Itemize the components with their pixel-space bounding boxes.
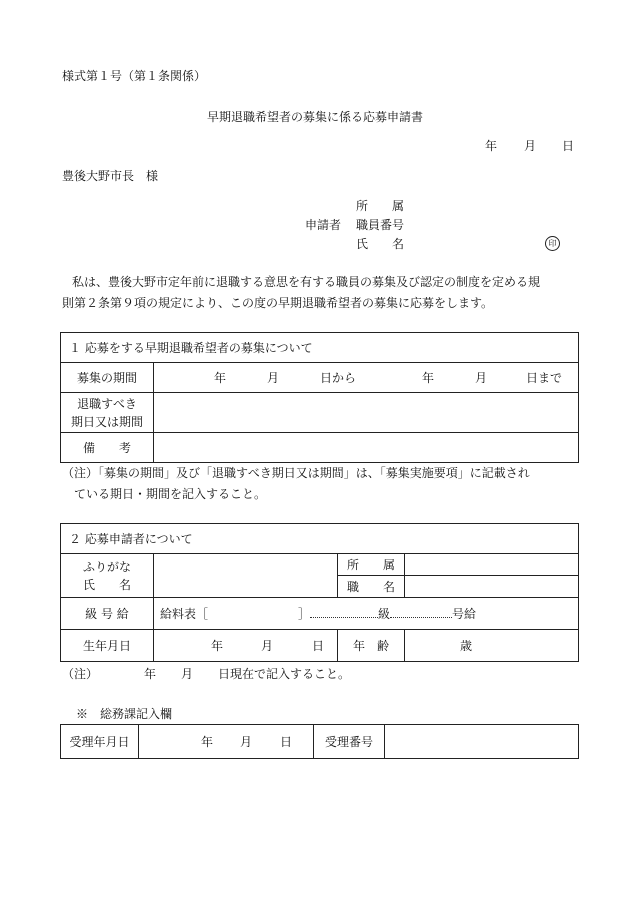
section2-heading: ２ 応募申請者について [61, 524, 579, 554]
name-field[interactable] [154, 554, 338, 598]
retire-date-label: 退職すべき 期日又は期間 [61, 393, 154, 433]
remarks-label: 備 考 [61, 433, 154, 463]
received-date-label: 受理年月日 [61, 725, 139, 759]
section3-heading: ※ 総務課記入欄 [76, 707, 173, 721]
seal-icon: 印 [545, 236, 560, 251]
grade-field[interactable]: 給料表［ ］ 級 号給 [154, 598, 579, 630]
date-month: 月 [524, 139, 537, 153]
name-label: ふりがな 氏 名 [61, 554, 154, 598]
applicant-label: 申請者 [305, 218, 342, 232]
grade-label: 級 号 給 [61, 598, 154, 630]
received-date-field[interactable]: 年 月 日 [139, 725, 314, 759]
section2-table [60, 523, 579, 662]
section3-table [60, 724, 579, 759]
document-title: 早期退職希望者の募集に係る応募申請書 [206, 110, 423, 124]
age-field[interactable]: 歳 [405, 630, 579, 662]
affiliation-field[interactable] [405, 554, 579, 576]
date-year: 年 [485, 139, 498, 153]
applicant-name-label: 氏 名 [356, 237, 405, 251]
section1-table [60, 332, 579, 463]
applicant-number-label: 職員番号 [356, 218, 405, 232]
birthdate-label: 生年月日 [61, 630, 154, 662]
affiliation-label: 所 属 [338, 554, 405, 576]
note2: （注） 年 月 日現在で記入すること。 [62, 667, 351, 681]
note1-line1: （注）「募集の期間」及び「退職すべき期日又は期間」は、「募集実施要項」に記載され [62, 466, 530, 480]
received-number-field[interactable] [385, 725, 579, 759]
period-field[interactable]: 年 月 日から 年 月 日まで [154, 363, 579, 393]
position-field[interactable] [405, 576, 579, 598]
addressee: 豊後大野市長 様 [62, 169, 159, 183]
date-day: 日 [562, 139, 575, 153]
body-text-line2: 則第２条第９項の規定により、この度の早期退職希望者の募集に応募をします。 [62, 296, 494, 310]
birthdate-field[interactable]: 年 月 日 [154, 630, 338, 662]
applicant-shozoku-label: 所 属 [356, 199, 405, 213]
note1-line2: ている期日・期間を記入すること。 [74, 487, 267, 501]
form-number: 様式第１号（第１条関係） [62, 69, 207, 83]
period-label: 募集の期間 [61, 363, 154, 393]
section1-heading: １ 応募をする早期退職希望者の募集について [61, 333, 579, 363]
age-label: 年 齢 [338, 630, 405, 662]
position-label: 職 名 [338, 576, 405, 598]
body-text-line1: 私は、豊後大野市定年前に退職する意思を有する職員の募集及び認定の制度を定める規 [72, 275, 541, 289]
remarks-field[interactable] [154, 433, 579, 463]
received-number-label: 受理番号 [314, 725, 385, 759]
retire-date-field[interactable] [154, 393, 579, 433]
